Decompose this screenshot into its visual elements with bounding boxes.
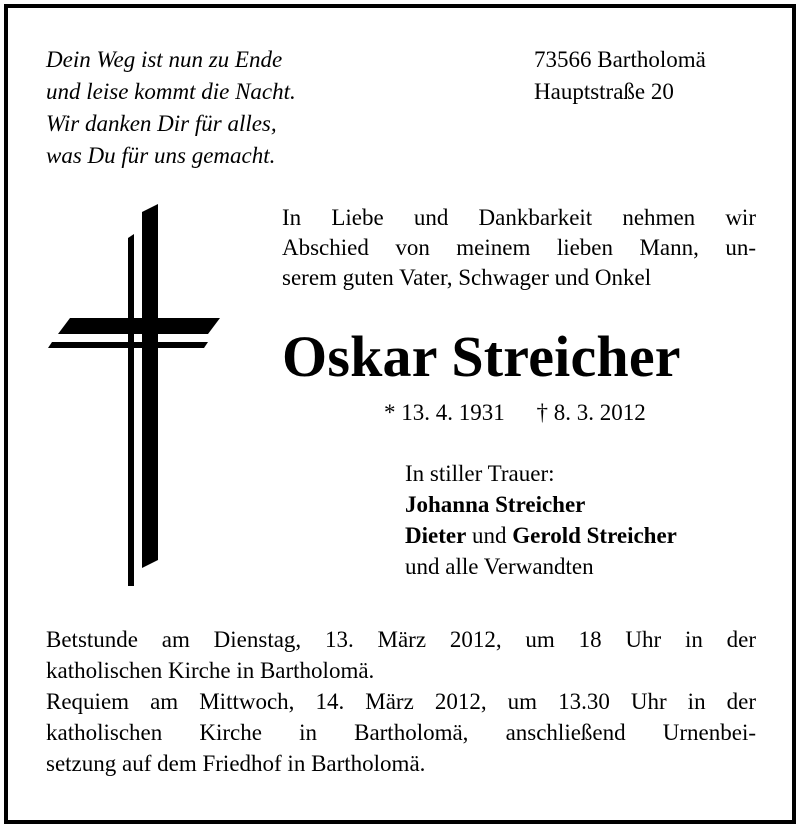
- notice-line: Betstunde am Dienstag, 13. März 2012, um 18 Uhr in der: [46, 627, 756, 652]
- address-city: 73566 Bartholomä: [534, 47, 706, 72]
- mourner-son-1: Dieter: [405, 523, 467, 548]
- notice-line: Requiem am Mittwoch, 14. März 2012, um 13.30 Uhr in der: [46, 689, 756, 714]
- address-street: Hauptstraße 20: [534, 79, 674, 104]
- mourners-heading: In stiller Trauer:: [405, 461, 555, 486]
- intro-line: serem guten Vater, Schwager und Onkel: [282, 265, 652, 290]
- mourner-sons: [405, 520, 677, 551]
- poem-line: Wir danken Dir für alles,: [46, 111, 277, 136]
- notice-line: katholischen Kirche in Bartholomä.: [46, 658, 375, 683]
- notice-line: setzung auf dem Friedhof in Bartholomä.: [46, 751, 426, 776]
- poem-line: und leise kommt die Nacht.: [46, 79, 296, 104]
- mourner-son-2: Gerold Streicher: [512, 523, 677, 548]
- deceased-name: Oskar Streicher: [282, 324, 681, 389]
- death-date: † 8. 3. 2012: [536, 400, 646, 425]
- address: [534, 44, 706, 108]
- poem-line: was Du für uns gemacht.: [46, 143, 276, 168]
- poem: [46, 44, 296, 172]
- life-dates: [384, 398, 646, 428]
- mourner-relatives: und alle Verwandten: [405, 554, 594, 579]
- notice-line: katholischen Kirche in Bartholomä, anschließend Urnenbei-: [46, 720, 756, 745]
- mourners: [405, 458, 677, 582]
- cross-icon: [48, 200, 224, 590]
- mourner-wife: Johanna Streicher: [405, 492, 586, 517]
- intro-line: Abschied von meinem lieben Mann, un-: [282, 235, 756, 260]
- birth-date: * 13. 4. 1931: [384, 400, 505, 425]
- intro-text: [282, 203, 756, 293]
- poem-line: Dein Weg ist nun zu Ende: [46, 47, 283, 72]
- service-notice: [46, 624, 756, 779]
- intro-line: In Liebe und Dankbarkeit nehmen wir: [282, 205, 756, 230]
- conjunction: und: [472, 523, 507, 548]
